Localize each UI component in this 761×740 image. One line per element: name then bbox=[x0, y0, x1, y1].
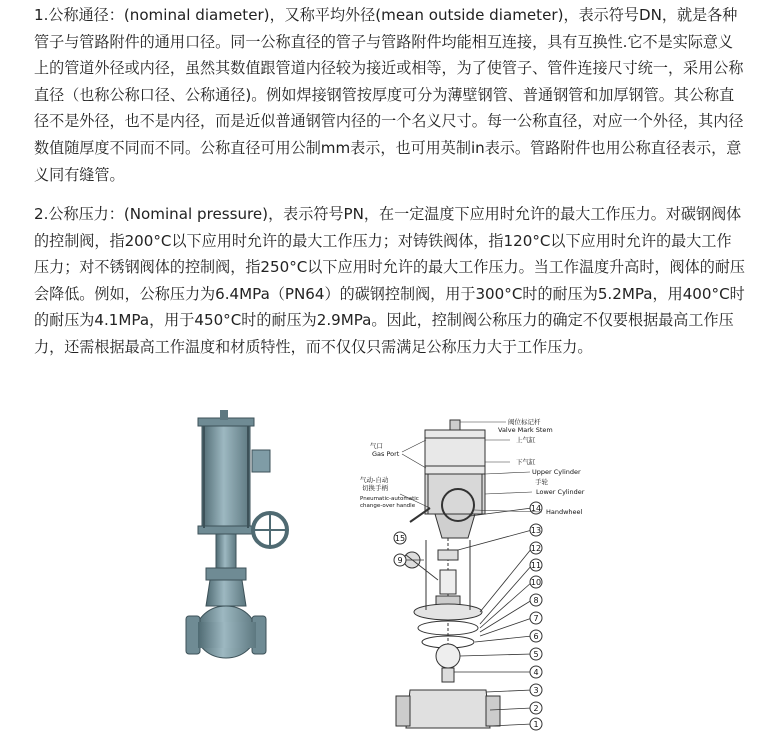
callout-6: 6 bbox=[533, 632, 539, 641]
callout-14: 14 bbox=[530, 504, 542, 513]
callout-12: 12 bbox=[530, 544, 542, 553]
label-valve-mark-stem-en: Valve Mark Stem bbox=[498, 426, 553, 434]
valve-exploded-diagram bbox=[340, 410, 630, 740]
callout-7: 7 bbox=[533, 614, 539, 623]
label-pneumatic-en-2: change-over handle bbox=[360, 503, 416, 509]
label-gas-port-en: Gas Port bbox=[372, 450, 400, 458]
label-lower-cylinder-en: Lower Cylinder bbox=[536, 488, 585, 496]
label-pneumatic-cn-1: 气动-自动 bbox=[360, 476, 389, 484]
callout-1: 1 bbox=[533, 720, 539, 729]
callout-4: 4 bbox=[533, 668, 539, 677]
callout-8: 8 bbox=[533, 596, 539, 605]
label-upper-cylinder-en: Upper Cylinder bbox=[532, 468, 581, 476]
internals bbox=[396, 538, 500, 728]
label-gas-port-cn: 气口 bbox=[370, 442, 383, 450]
label-upper-cylinder-cn: 上气缸 bbox=[516, 436, 536, 444]
callout-11: 11 bbox=[530, 561, 542, 570]
paragraph-nominal-diameter: 1.公称通径：(nominal diameter)，又称平均外径(mean outside diameter)，表示符号DN，就是各种管子与管路附件的通用口径。同一公称直径的管子与管路附件均能相互连接，具有互换性.它不是实际意义上的管道外径或内径，虽然其数值跟管道内径较为接近或相等，为了使管子、管件连接尺寸统一，采用公称直径（也称公称口径、公称通径)。例如焊接钢管按厚度可分为薄壁钢管、普通钢管和加厚钢管。其公称直径不是外径，也不是内径，而是近似普通钢管内径的一个名义尺寸。每一公称直径，对应一个外径，其内径数值随厚度不同而不同。公称直径可用公制mm表示，也可用英制in表示。管路附件也用公称直径表示，意义同有缝管。 bbox=[34, 6, 744, 184]
callout-10: 10 bbox=[530, 578, 542, 587]
label-handwheel-en: Handwheel bbox=[546, 508, 583, 516]
callout-13: 13 bbox=[530, 526, 542, 535]
label-pneumatic-en-1: Pneumatic-automatic bbox=[360, 496, 419, 502]
callout-5: 5 bbox=[533, 650, 539, 659]
callout-2: 2 bbox=[533, 704, 539, 713]
paragraph-nominal-pressure: 2.公称压力：(Nominal pressure)，表示符号PN，在一定温度下应用时允许的最大工作压力。对碳钢阀体的控制阀，指200°C以下应用时允许的最大工作压力；对铸铁阀体，指120°C以下应用时允许的最大工作压力；对不锈钢阀体的控制阀，指250°C以下应用时允许的最大工作压力。当工作温度升高时，阀体的耐压会降低。例如，公称压力为6.4MPa（PN64）的碳钢控制阀，用于300°C时的耐压为5.2MPa，用400°C时的耐压为4.1MPa，用于450°C时的耐压为2.9MPa。因此，控制阀公称压力的确定不仅要根据最高工作压力，还需根据最高工作温度和材质特性，而不仅仅只需满足公称压力大于工作压力。 bbox=[34, 205, 746, 356]
callout-9: 9 bbox=[397, 556, 403, 565]
label-valve-mark-stem-cn: 阀位标记杆 bbox=[508, 418, 541, 426]
callout-15: 15 bbox=[394, 534, 406, 543]
label-lower-cylinder-cn: 下气缸 bbox=[516, 458, 536, 466]
callout-3: 3 bbox=[533, 686, 539, 695]
label-handwheel-cn: 手轮 bbox=[535, 478, 548, 486]
cylinder-assembly bbox=[410, 420, 485, 538]
label-pneumatic-cn-2: 切换手柄 bbox=[362, 484, 388, 492]
gate-valve-photo bbox=[180, 410, 300, 670]
